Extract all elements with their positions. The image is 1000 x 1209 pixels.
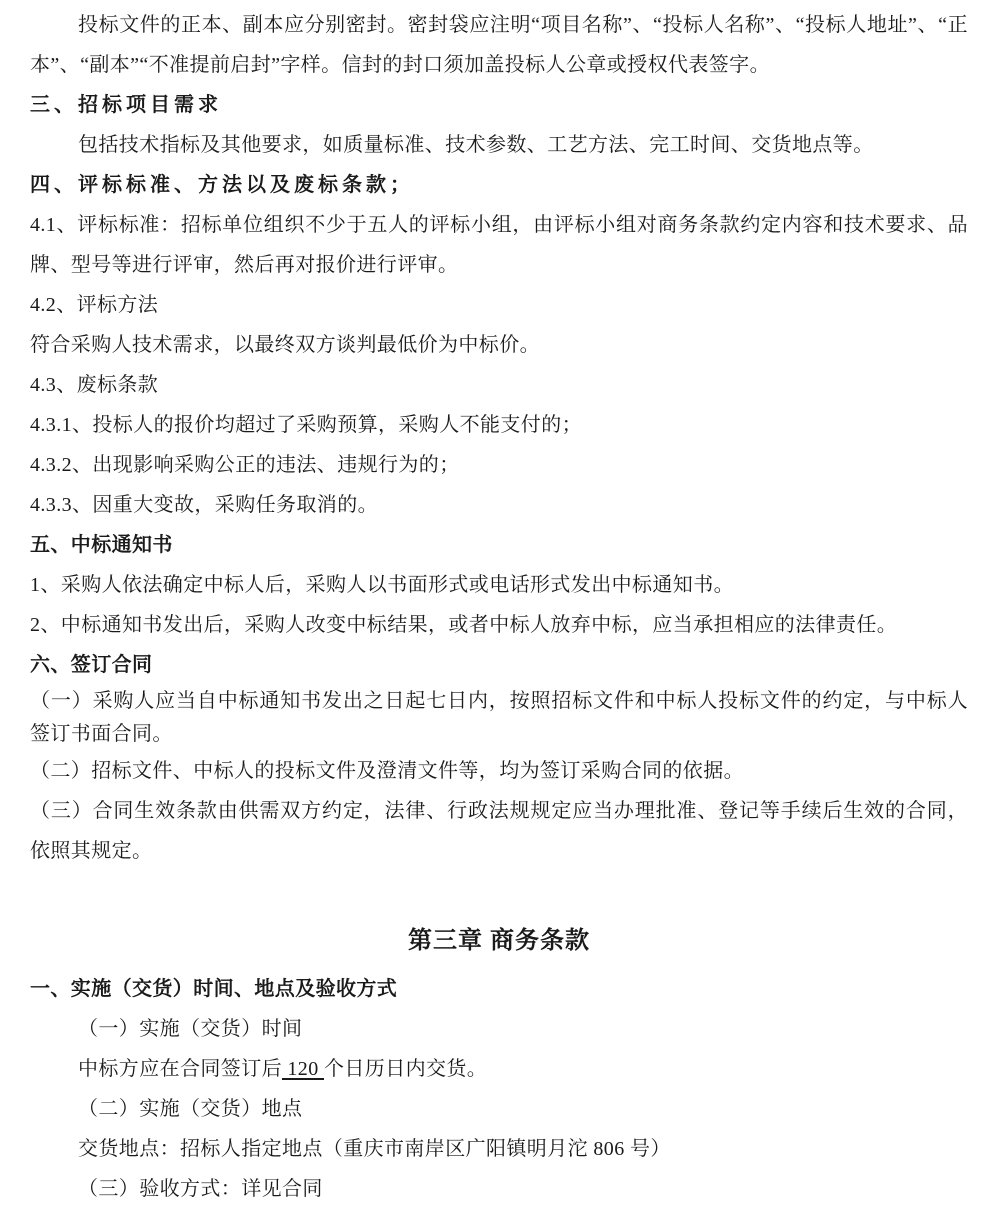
paragraph: （二）实施（交货）地点 [78,1098,303,1120]
paragraph: （一）实施（交货）时间 [78,1018,303,1040]
paragraph: 4.2、评标方法 [30,294,159,316]
document-content [30,5,968,1209]
paragraph: 4.3、废标条款 [30,374,159,396]
section-heading: 一、实施（交货）时间、地点及验收方式 [30,978,398,1000]
paragraph: （一）采购人应当自中标通知书发出之日起七日内，按照招标文件和中标人投标文件的约定，与中标人签订书面合同。 [30,690,968,745]
paragraph: （三）合同生效条款由供需双方约定，法律、行政法规规定应当办理批准、登记等手续后生效的合同，依照其规定。 [30,800,968,862]
paragraph: 包括技术指标及其他要求，如质量标准、技术参数、工艺方法、完工时间、交货地点等。 [78,134,874,156]
paragraph: 交货地点：招标人指定地点（重庆市南岸区广阳镇明月沱 806 号） [78,1138,671,1160]
text-segment: 个日历日内交货。 [324,1058,488,1080]
paragraph: （二）招标文件、中标人的投标文件及澄清文件等，均为签订采购合同的依据。 [30,760,744,782]
paragraph: 符合采购人技术需求，以最终双方谈判最低价为中标价。 [30,334,540,356]
paragraph [30,1049,968,1089]
paragraph: 投标文件的正本、副本应分别密封。密封袋应注明“项目名称”、“投标人名称”、“投标人地址”、“正本”、“副本”“不准提前启封”字样。信封的封口须加盖投标人公章或授权代表签字。 [30,14,968,76]
paragraph: 4.3.1、投标人的报价均超过了采购预算，采购人不能支付的； [30,414,582,436]
section-heading: 五、中标通知书 [30,534,173,556]
section-heading: 六、签订合同 [30,654,153,676]
paragraph: 1、采购人依法确定中标人后，采购人以书面形式或电话形式发出中标通知书。 [30,574,734,596]
paragraph: 2、中标通知书发出后，采购人改变中标结果，或者中标人放弃中标，应当承担相应的法律责任。 [30,614,898,636]
text-segment: 中标方应在合同签订后 [78,1058,282,1080]
paragraph: 4.3.2、出现影响采购公正的违法、违规行为的； [30,454,460,476]
paragraph: 4.3.3、因重大变故，采购任务取消的。 [30,494,378,516]
chapter-title: 第三章 商务条款 [408,928,590,954]
section-heading: 三、招标项目需求 [30,94,222,116]
section-heading: 四、评标标准、方法以及废标条款； [30,174,414,196]
delivery-days-value: 120 [282,1058,324,1080]
paragraph: （三）验收方式：详见合同 [78,1178,323,1200]
paragraph: 4.1、评标标准：招标单位组织不少于五人的评标小组，由评标小组对商务条款约定内容和技术要求、品牌、型号等进行评审，然后再对报价进行评审。 [30,214,968,276]
